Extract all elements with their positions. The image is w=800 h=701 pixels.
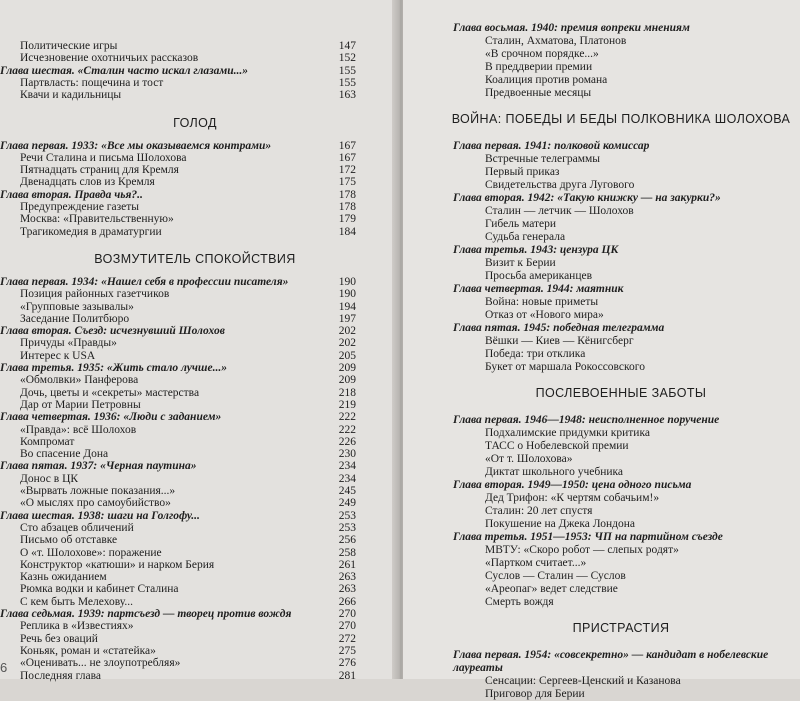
toc-subentry	[403, 570, 781, 583]
toc-entry-title: В преддверии премии	[485, 61, 593, 73]
toc-entry-title: Война: новые приметы	[485, 296, 599, 308]
toc-entry-title: Встречные телеграммы	[485, 153, 600, 165]
toc-page-number: 147	[338, 40, 356, 52]
toc-page-number: 234	[338, 460, 356, 473]
toc-entry-title: Казнь ожиданием	[20, 571, 107, 584]
toc-chapter-entry	[0, 140, 356, 153]
toc-subentry	[0, 387, 356, 400]
toc-subentry	[0, 436, 356, 449]
toc-subentry	[403, 61, 781, 74]
toc-subentry	[0, 620, 356, 633]
toc-entry-title: Дочь, цветы и «секреты» мастерства	[20, 386, 200, 399]
toc-chapter-entry	[403, 244, 781, 257]
toc-page-number: 245	[338, 485, 356, 497]
toc-chapter-entry	[403, 414, 781, 427]
toc-subentry	[0, 399, 356, 412]
toc-entry-title: Глава первая. 1946—1948: неисполненное поручение	[453, 414, 720, 426]
toc-entry-title: Свидетельства друга Лугового	[485, 179, 635, 191]
toc-subentry	[403, 453, 781, 466]
right-page	[403, 0, 800, 700]
toc-subentry	[403, 544, 781, 557]
toc-entry-title: Речь без оваций	[20, 632, 98, 645]
toc-entry-title: Отказ от «Нового мира»	[485, 309, 604, 321]
toc-subentry	[0, 176, 356, 189]
toc-entry-title: Глава седьмая. 1939: партсъезд — творец против вождя	[0, 608, 292, 620]
toc-entry-title: «Ареопаг» ведет следствие	[485, 583, 618, 595]
toc-entry-title: ТАСС о Нобелевской премии	[485, 440, 629, 452]
toc-subentry	[0, 213, 356, 226]
toc-page-number: 209	[338, 374, 356, 387]
section-heading: ВОЗМУТИТЕЛЬ СПОКОЙСТВИЯ	[94, 251, 296, 266]
toc-chapter-entry	[403, 140, 781, 153]
toc-subentry	[403, 48, 781, 61]
toc-entry-title: Букет от маршала Рокоссовского	[485, 361, 645, 373]
toc-entry-title: «В срочном порядке...»	[485, 48, 599, 60]
toc-page-number: 222	[338, 411, 356, 424]
toc-subentry	[0, 40, 356, 53]
toc-page-number: 167	[338, 151, 356, 164]
toc-entry-title: «Оценивать... не злоупотребляя»	[20, 657, 181, 670]
toc-chapter-entry	[403, 22, 781, 35]
toc-entry-title: Диктат школьного учебника	[485, 466, 624, 478]
toc-page-number: 256	[338, 534, 356, 547]
toc-entry-title: Первый приказ	[485, 166, 560, 178]
toc-page-number: 155	[338, 76, 356, 89]
toc-entry-title: Глава третья. 1935: «Жить стало лучше...»	[0, 362, 227, 374]
toc-page-number: 155	[338, 64, 356, 77]
toc-entry-title: Сто абзацев обличений	[20, 521, 134, 534]
toc-chapter-entry	[403, 479, 781, 492]
toc-subentry	[403, 257, 781, 270]
toc-entry-title: Речи Сталина и письма Шолохова	[20, 151, 187, 164]
toc-page-number: 202	[338, 325, 356, 338]
toc-chapter-entry	[0, 65, 356, 78]
toc-entry-title: Последняя глава	[20, 669, 101, 682]
toc-entry-title: Причуды «Правды»	[20, 337, 117, 350]
toc-subentry	[403, 427, 781, 440]
toc-subentry	[403, 557, 781, 570]
toc-subentry	[403, 583, 781, 596]
toc-subentry	[403, 218, 781, 231]
toc-chapter-entry	[403, 283, 781, 296]
toc-subentry	[403, 74, 781, 87]
toc-page-number: 230	[338, 448, 356, 461]
toc-page-number: 272	[338, 632, 356, 645]
toc-entry-title: лауреаты	[453, 662, 503, 674]
toc-subentry	[403, 596, 781, 609]
toc-page-number: 172	[338, 164, 356, 177]
toc-page-number: 270	[338, 620, 356, 633]
toc-entry-title: Приговор для Берии	[485, 688, 585, 700]
toc-entry-title: Сенсации: Сергеев-Ценский и Казанова	[485, 675, 681, 687]
toc-subentry	[0, 164, 356, 177]
toc-entry-title: «О мыслях про самоубийство»	[20, 497, 171, 510]
toc-subentry	[0, 571, 356, 584]
toc-subentry	[0, 301, 356, 314]
toc-entry-title: Глава первая. 1933: «Все мы оказываемся контрами»	[0, 139, 272, 152]
toc-page-number: 178	[338, 188, 356, 201]
toc-entry-title: Рюмка водки и кабинет Сталина	[20, 583, 179, 596]
toc-subentry	[0, 633, 356, 646]
toc-entry-title: Вёшки — Киев — Кёнигсберг	[485, 335, 634, 347]
toc-page-number: 266	[338, 595, 356, 608]
toc-entry-title: Трагикомедия в драматургии	[20, 225, 162, 238]
toc-page-number: 205	[338, 349, 356, 362]
toc-subentry	[403, 35, 781, 48]
toc-subentry	[0, 657, 356, 670]
toc-chapter-entry	[403, 192, 781, 205]
toc-page-number: 179	[338, 213, 356, 226]
toc-subentry	[403, 505, 781, 518]
toc-entry-title: О «т. Шолохове»: поражение	[20, 546, 162, 559]
toc-page-number: 152	[338, 52, 356, 65]
toc-entry-title: Коньяк, роман и «статейка»	[20, 644, 156, 657]
toc-chapter-entry	[0, 510, 356, 523]
toc-page-number: 202	[338, 337, 356, 350]
toc-subentry	[0, 89, 356, 102]
toc-entry-title: Предупреждение газеты	[20, 201, 140, 213]
toc-subentry	[0, 424, 356, 437]
toc-entry-title: Донос в ЦК	[20, 472, 79, 485]
toc-page-number: 197	[338, 312, 356, 325]
toc-entry-title: Судьба генерала	[485, 231, 566, 243]
toc-subentry	[403, 231, 781, 244]
toc-subentry	[0, 522, 356, 535]
toc-subentry	[0, 534, 356, 547]
toc-entry-title: Конструктор «катюши» и нарком Берия	[20, 558, 215, 571]
toc-page-number: 209	[338, 362, 356, 374]
toc-chapter-entry	[403, 322, 781, 335]
toc-entry-title: Глава шестая. 1938: шаги на Голгофу...	[0, 509, 200, 522]
toc-subentry	[403, 205, 781, 218]
toc-chapter-entry	[0, 411, 356, 424]
toc-subentry	[0, 313, 356, 326]
toc-chapter-entry	[0, 325, 356, 338]
toc-page-number: 261	[338, 558, 356, 571]
toc-entry-title: Позиция районных газетчиков	[20, 288, 170, 301]
toc-entry-title: Сталин: 20 лет спустя	[485, 505, 593, 517]
toc-subentry	[403, 348, 781, 361]
toc-entry-title: Глава пятая. 1937: «Черная паутина»	[0, 460, 197, 473]
page-number: 6	[0, 660, 8, 675]
toc-subentry	[403, 87, 781, 100]
toc-subentry	[403, 270, 781, 283]
toc-entry-title: «Обмолвки» Панферова	[20, 374, 139, 387]
toc-subentry	[0, 485, 356, 498]
toc-subentry	[0, 547, 356, 560]
toc-entry-title: Дар от Марии Петровны	[20, 398, 141, 411]
toc-entry-title: Глава восьмая. 1940: премия вопреки мнениям	[453, 22, 690, 34]
toc-page-number: 190	[338, 288, 356, 301]
toc-page-number: 194	[338, 300, 356, 313]
toc-subentry	[0, 226, 356, 239]
toc-subentry	[0, 670, 356, 683]
toc-page-number: 190	[338, 275, 356, 288]
toc-entry-title: Покушение на Джека Лондона	[485, 518, 636, 530]
toc-subentry	[403, 492, 781, 505]
toc-entry-title: Глава первая. 1941: полковой комиссар	[453, 140, 650, 152]
toc-entry-title: Глава первая. 1934: «Нашел себя в профессии писателя»	[0, 275, 289, 288]
toc-entry-title: Пятнадцать страниц для Кремля	[20, 164, 179, 177]
left-page	[0, 0, 397, 682]
toc-entry-title: Сталин, Ахматова, Платонов	[485, 35, 627, 47]
toc-page-number: 263	[338, 583, 356, 596]
toc-subentry	[0, 448, 356, 461]
toc-subentry	[0, 473, 356, 486]
toc-entry-title: Суслов — Сталин — Суслов	[485, 570, 626, 582]
toc-page-number: 226	[338, 435, 356, 448]
toc-entry-title: Москва: «Правительственную»	[20, 213, 174, 226]
toc-entry-title: Победа: три отклика	[485, 348, 586, 360]
toc-chapter-entry	[403, 662, 781, 675]
toc-subentry	[403, 675, 781, 688]
toc-subentry	[0, 645, 356, 658]
toc-chapter-entry	[0, 276, 356, 289]
toc-subentry	[0, 374, 356, 387]
toc-entry-title: Глава вторая. 1942: «Такую книжку — на закурки?»	[453, 192, 721, 204]
toc-entry-title: Компромат	[20, 435, 75, 448]
toc-entry-title: Исчезновение охотничьих рассказов	[20, 52, 199, 65]
toc-entry-title: С кем быть Мелехову...	[20, 595, 134, 608]
toc-chapter-entry	[0, 460, 356, 473]
toc-page-number: 276	[338, 657, 356, 670]
section-heading: ПОСЛЕВОЕННЫЕ ЗАБОТЫ	[535, 386, 707, 400]
section-heading: ПРИСТРАСТИЯ	[572, 621, 670, 635]
toc-subentry	[403, 440, 781, 453]
toc-page-number: 222	[338, 423, 356, 436]
toc-entry-title: МВТУ: «Скоро робот — слепых родят»	[485, 544, 679, 556]
toc-page-number: 218	[338, 386, 356, 399]
toc-chapter-entry	[0, 189, 356, 202]
toc-entry-title: Партвласть: пощечина и тост	[20, 76, 164, 89]
toc-entry-title: Глава шестая. «Сталин часто искал глазами...»	[0, 64, 249, 77]
toc-entry-title: Дед Трифон: «К чертям собачьим!»	[485, 492, 660, 504]
toc-page-number: 281	[338, 669, 356, 682]
toc-entry-title: Двенадцать слов из Кремля	[20, 176, 155, 189]
toc-entry-title: Сталин — летчик — Шолохов	[485, 205, 634, 217]
toc-subentry	[0, 201, 356, 214]
toc-page-number: 175	[338, 176, 356, 189]
toc-entry-title: Заседание Политбюро	[20, 312, 130, 325]
toc-page-number: 184	[338, 225, 356, 238]
toc-entry-title: Предвоенные месяцы	[485, 87, 592, 99]
toc-subentry	[0, 559, 356, 572]
toc-subentry	[0, 350, 356, 363]
toc-subentry	[403, 335, 781, 348]
toc-subentry	[0, 497, 356, 510]
toc-subentry	[403, 179, 781, 192]
toc-subentry	[0, 288, 356, 301]
toc-subentry	[403, 466, 781, 479]
toc-chapter-entry	[0, 362, 356, 375]
toc-subentry	[403, 296, 781, 309]
toc-subentry	[403, 518, 781, 531]
toc-page-number: 234	[338, 472, 356, 485]
toc-entry-title: Интерес к USA	[20, 349, 96, 362]
toc-entry-title: «Партком считает...»	[485, 557, 587, 569]
toc-subentry	[0, 596, 356, 609]
toc-entry-title: Письмо об отставке	[20, 534, 118, 547]
toc-subentry	[403, 309, 781, 322]
toc-chapter-entry	[0, 608, 356, 621]
toc-entry-title: «От т. Шолохова»	[485, 453, 573, 465]
toc-subentry	[0, 77, 356, 90]
toc-subentry	[403, 361, 781, 374]
toc-entry-title: Просьба американцев	[485, 270, 593, 282]
toc-page-number: 263	[338, 571, 356, 584]
toc-entry-title: Подхалимские придумки критика	[485, 427, 650, 439]
toc-entry-title: Гибель матери	[485, 218, 557, 230]
section-heading: ВОЙНА: ПОБЕДЫ И БЕДЫ ПОЛКОВНИКА ШОЛОХОВА	[451, 112, 791, 126]
toc-entry-title: Реплика в «Известиях»	[20, 620, 134, 633]
toc-subentry	[0, 152, 356, 165]
toc-chapter-entry	[403, 649, 781, 662]
toc-entry-title: Глава вторая. Съезд: исчезнувший Шолохов	[0, 325, 225, 338]
toc-entry-title: Глава четвертая. 1936: «Люди с заданием»	[0, 411, 222, 424]
toc-chapter-entry	[403, 531, 781, 544]
toc-entry-title: Коалиция против романа	[485, 74, 608, 86]
toc-subentry	[0, 52, 356, 65]
toc-page-number: 253	[338, 509, 356, 522]
toc-entry-title: Глава пятая. 1945: победная телеграмма	[453, 322, 665, 334]
toc-subentry	[0, 337, 356, 350]
toc-page-number: 178	[338, 201, 356, 213]
toc-entry-title: Глава третья. 1943: цензура ЦК	[453, 244, 619, 256]
toc-entry-title: «Вырвать ложные показания...»	[20, 485, 176, 497]
toc-entry-title: «Правда»: всё Шолохов	[20, 423, 137, 436]
toc-page-number: 163	[338, 89, 356, 102]
toc-entry-title: Во спасение Дона	[20, 448, 109, 461]
toc-page-number: 270	[338, 608, 356, 620]
toc-entry-title: Визит к Берии	[485, 257, 556, 269]
toc-subentry	[0, 583, 356, 596]
toc-entry-title: Квачи и кадильницы	[20, 89, 122, 102]
toc-entry-title: Глава третья. 1951—1953: ЧП на партийном съезде	[453, 531, 723, 543]
toc-entry-title: Глава первая. 1954: «совсекретно» — кандидат в нобелевские	[453, 649, 769, 661]
toc-page-number: 167	[338, 139, 356, 152]
toc-subentry	[403, 153, 781, 166]
toc-entry-title: Политические игры	[20, 40, 118, 52]
toc-page-number: 219	[338, 398, 356, 411]
toc-page-number: 258	[338, 546, 356, 559]
toc-entry-title: Смерть вождя	[485, 596, 554, 608]
toc-entry-title: «Групповые зазывалы»	[20, 300, 134, 313]
toc-page-number: 249	[338, 497, 356, 510]
toc-subentry	[403, 166, 781, 179]
toc-entry-title: Глава четвертая. 1944: маятник	[453, 283, 624, 295]
toc-page-number: 275	[338, 644, 356, 657]
toc-subentry	[403, 688, 781, 701]
toc-page-number: 253	[338, 521, 356, 534]
toc-entry-title: Глава вторая. Правда чья?..	[0, 188, 143, 201]
toc-entry-title: Глава вторая. 1949—1950: цена одного письма	[453, 479, 692, 491]
section-heading: ГОЛОД	[173, 115, 217, 130]
